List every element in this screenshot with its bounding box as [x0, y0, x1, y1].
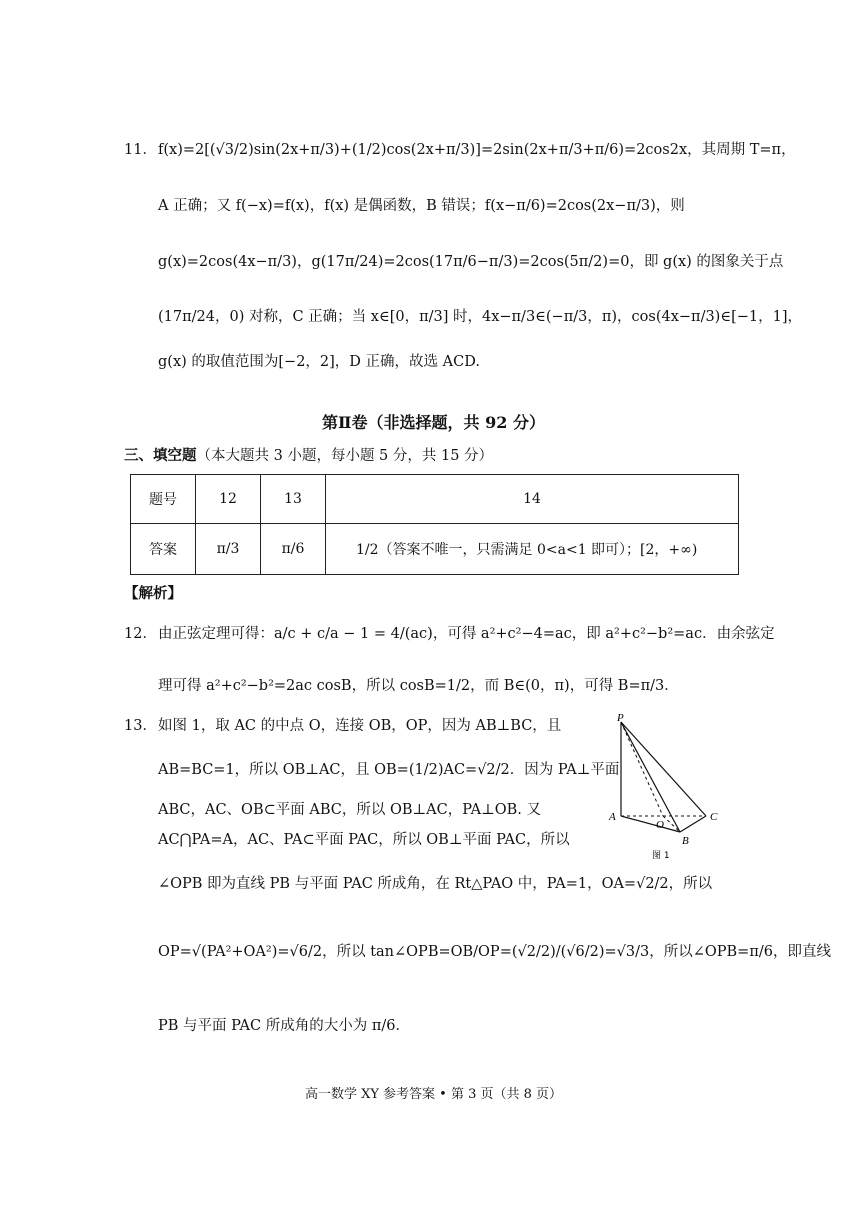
q12-line-2: 理可得 a²+c²−b²=2ac cosB，所以 cosB=1/2，而 B∈(0，π)，可得 B=π/3． [158, 678, 679, 694]
answer-cell: π/3 [196, 524, 261, 575]
answer-cell: π/6 [261, 524, 326, 575]
q11-number: 11． [124, 142, 157, 158]
fill-blank-heading [124, 446, 493, 466]
section-title: 第Ⅱ卷（非选择题，共 92 分） [322, 413, 545, 432]
q11-line-2: A 正确；又 f(−x)=f(x)，f(x) 是偶函数，B 错误；f(x−π/6)=2cos(2x−π/3)，则 [158, 198, 685, 214]
figure-caption: 图 1 [652, 851, 670, 861]
pyramid-figure [606, 712, 736, 862]
edge-po-dashed [621, 722, 663, 816]
label-c: C [710, 811, 718, 823]
label-a: A [609, 811, 616, 823]
q13-line-3: ABC，AC、OB⊂平面 ABC，所以 OB⊥AC，PA⊥OB. 又 [158, 802, 541, 818]
q11-line-1: f(x)=2[(√3/2)sin(2x+π/3)+(1/2)cos(2x+π/3)]=2sin(2x+π/3+π/6)=2cos2x，其周期 T=π， [158, 142, 796, 158]
q11-line-5: g(x) 的取值范围为[−2，2]，D 正确，故选 ACD. [158, 354, 480, 370]
q13-line-4: AC⋂PA=A，AC、PA⊂平面 PAC，所以 OB⊥平面 PAC，所以 [158, 832, 570, 848]
question-number-cell: 13 [261, 475, 326, 524]
q13-line-1: 如图 1，取 AC 的中点 O，连接 OB，OP，因为 AB⊥BC，且 [158, 718, 562, 734]
page-footer: 高一数学 XY 参考答案 • 第 3 页（共 8 页） [304, 1087, 563, 1102]
q12-line-1: 由正弦定理可得：a/c + c/a − 1 = 4/(ac)，可得 a²+c²−4=ac，即 a²+c²−b²=ac．由余弦定 [158, 626, 775, 642]
answer-table-header-row [131, 475, 739, 524]
label-o: O [656, 819, 664, 831]
q13-line-6: OP=√(PA²+OA²)=√6/2，所以 tan∠OPB=OB/OP=(√2/2)/(√6/2)=√3/3，所以∠OPB=π/6，即直线 [158, 944, 831, 960]
edge-ab [621, 816, 680, 832]
header-label-cell: 题号 [131, 475, 196, 524]
q11-line-4: (17π/24，0) 对称，C 正确；当 x∈[0，π/3] 时，4x−π/3∈(−π/3，π)，cos(4x−π/3)∈[−1，1]， [158, 309, 802, 325]
fill-blank-heading-label: 三、填空题 [124, 447, 197, 464]
answer-cell: 1/2（答案不唯一，只需满足 0<a<1 即可）；[2，+∞) [326, 524, 739, 575]
q11-line-3: g(x)=2cos(4x−π/3)，g(17π/24)=2cos(17π/6−π/3)=2cos(5π/2)=0，即 g(x) 的图象关于点 [158, 254, 784, 270]
q13-number: 13． [124, 718, 157, 734]
analysis-heading: 【解析】 [124, 585, 182, 602]
answer-table-answer-row [131, 524, 739, 575]
q13-line-7: PB 与平面 PAC 所成角的大小为 π/6． [158, 1018, 410, 1034]
edge-bc [680, 816, 706, 832]
q12-number: 12． [124, 626, 157, 642]
q13-line-5: ∠OPB 即为直线 PB 与平面 PAC 所成角，在 Rt△PAO 中，PA=1，OA=√2/2，所以 [158, 876, 713, 892]
question-number-cell: 12 [196, 475, 261, 524]
label-b: B [682, 835, 689, 847]
answer-table [130, 474, 739, 575]
fill-blank-heading-note: （本大题共 3 小题，每小题 5 分，共 15 分） [196, 448, 494, 464]
label-p: P [617, 712, 624, 724]
answer-label-cell: 答案 [131, 524, 196, 575]
q13-line-2: AB=BC=1，所以 OB⊥AC，且 OB=(1/2)AC=√2/2．因为 PA⊥平面 [158, 762, 620, 778]
question-number-cell: 14 [326, 475, 739, 524]
